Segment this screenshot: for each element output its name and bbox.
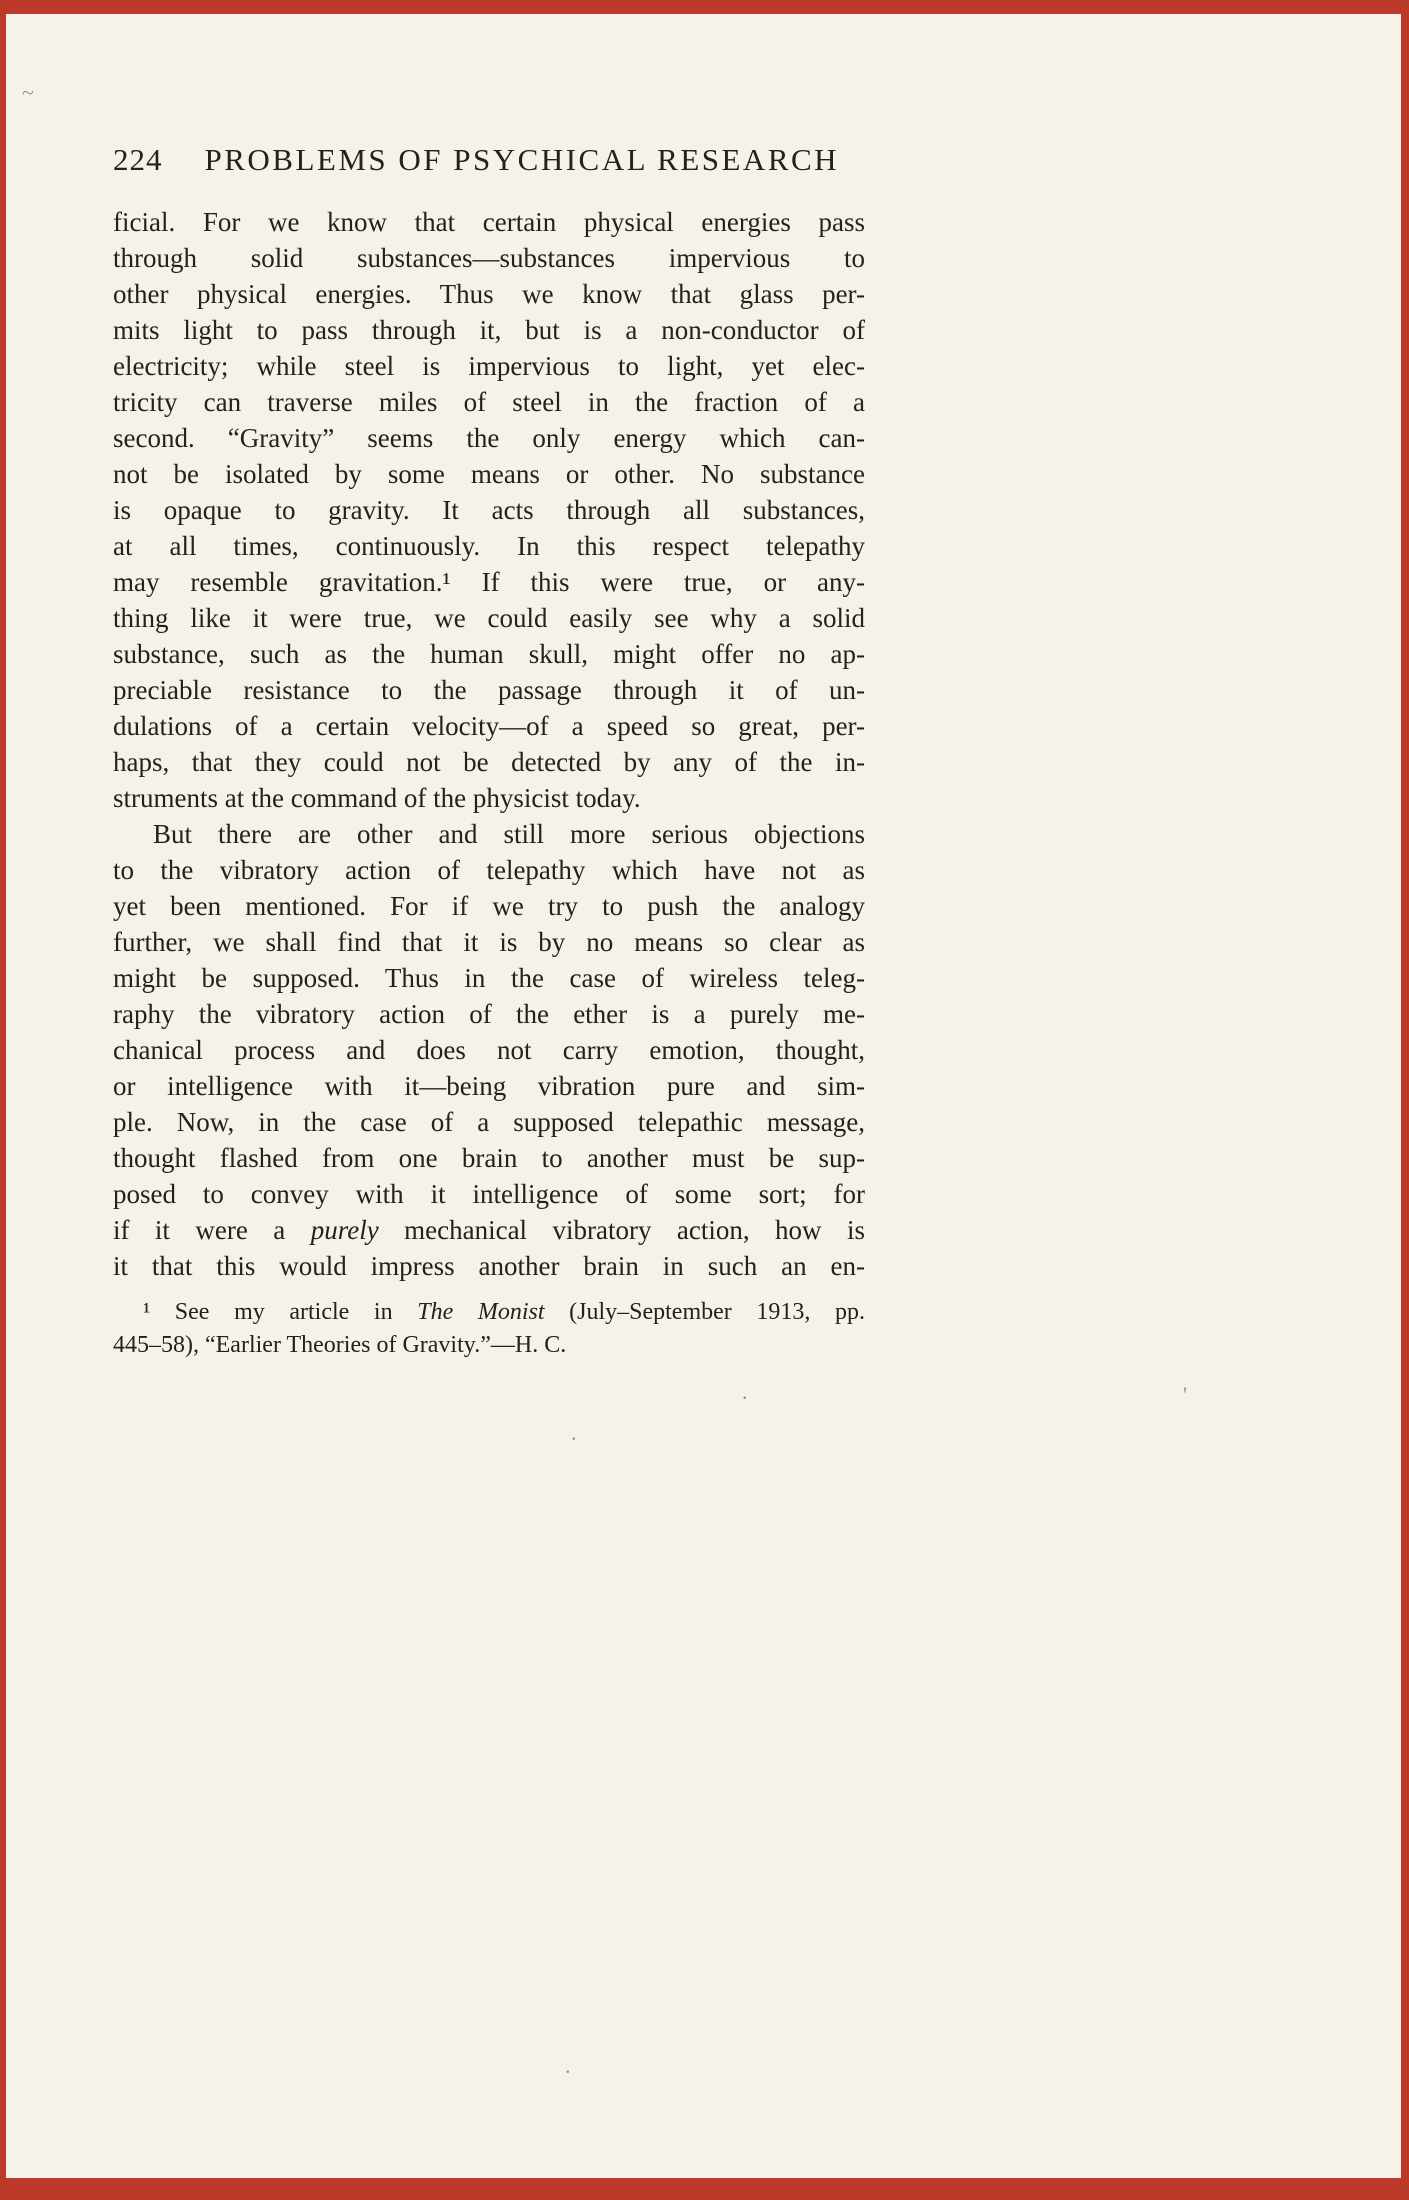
text-line bbox=[113, 960, 865, 996]
text-line bbox=[113, 708, 865, 744]
text-segment: chanical process and does not carry emotion, thought, bbox=[113, 1035, 865, 1065]
text-segment: further, we shall find that it is by no means so clear as bbox=[113, 927, 865, 957]
text-line bbox=[113, 744, 865, 780]
text-segment: not be isolated by some means or other. No substance bbox=[113, 459, 865, 489]
body-text bbox=[113, 204, 865, 1284]
text-line bbox=[113, 600, 865, 636]
text-segment: through solid substances—substances impervious to bbox=[113, 243, 865, 273]
text-line bbox=[113, 816, 865, 852]
text-segment: dulations of a certain velocity—of a speed so great, per- bbox=[113, 711, 865, 741]
page-content bbox=[113, 142, 865, 1362]
text-line bbox=[113, 1068, 865, 1104]
text-segment: mechanical vibratory action, how is bbox=[378, 1215, 866, 1245]
text-line bbox=[113, 636, 865, 672]
text-segment: if it were a bbox=[113, 1215, 311, 1245]
text-segment: electricity; while steel is impervious to light, yet elec- bbox=[113, 351, 865, 381]
text-line bbox=[113, 240, 865, 276]
text-line bbox=[113, 924, 865, 960]
text-line bbox=[113, 1104, 865, 1140]
text-line bbox=[113, 1248, 865, 1284]
text-line bbox=[113, 528, 865, 564]
running-title: PROBLEMS OF PSYCHICAL RESEARCH bbox=[204, 142, 840, 177]
italic-text: The Monist bbox=[417, 1299, 545, 1325]
text-segment: thought flashed from one brain to another must be sup- bbox=[113, 1143, 865, 1173]
text-segment: ¹ See my article in bbox=[143, 1299, 418, 1325]
text-segment: may resemble gravitation.¹ If this were true, or any- bbox=[113, 567, 865, 597]
text-line bbox=[113, 1329, 865, 1362]
text-line bbox=[113, 384, 865, 420]
text-segment: second. “Gravity” seems the only energy which can- bbox=[113, 423, 865, 453]
text-line bbox=[113, 852, 865, 888]
text-line bbox=[113, 204, 865, 240]
text-segment: thing like it were true, we could easily see why a solid bbox=[113, 603, 865, 633]
text-line bbox=[113, 1032, 865, 1068]
text-segment: tricity can traverse miles of steel in the fraction of a bbox=[113, 387, 865, 417]
text-line bbox=[113, 1140, 865, 1176]
text-line bbox=[113, 492, 865, 528]
scan-edge-left bbox=[0, 0, 6, 2200]
text-segment: preciable resistance to the passage through it of un- bbox=[113, 675, 865, 705]
text-segment: 445–58), “Earlier Theories of Gravity.”—H. C. bbox=[113, 1332, 567, 1358]
page-number: 224 bbox=[113, 142, 163, 177]
footnote bbox=[113, 1296, 865, 1362]
scan-edge-right bbox=[1401, 0, 1409, 2200]
text-segment: haps, that they could not be detected by any of the in- bbox=[113, 747, 865, 777]
text-segment: it that this would impress another brain in such an en- bbox=[113, 1251, 865, 1281]
text-line bbox=[113, 456, 865, 492]
scan-artifact: ' bbox=[1183, 1382, 1187, 1407]
text-segment: ficial. For we know that certain physical energies pass bbox=[113, 207, 865, 237]
scan-artifact: ~ bbox=[22, 80, 34, 105]
scan-edge-top bbox=[0, 0, 1409, 14]
text-line bbox=[113, 1212, 865, 1248]
text-segment: raphy the vibratory action of the ether is a purely me- bbox=[113, 999, 865, 1029]
text-line bbox=[113, 420, 865, 456]
text-segment: yet been mentioned. For if we try to push the analogy bbox=[113, 891, 865, 921]
text-segment: is opaque to gravity. It acts through all substances, bbox=[113, 495, 865, 525]
italic-text: purely bbox=[310, 1215, 379, 1245]
text-segment: ple. Now, in the case of a supposed telepathic message, bbox=[113, 1107, 865, 1137]
text-line bbox=[113, 348, 865, 384]
scan-artifact: . bbox=[571, 1420, 577, 1445]
text-line bbox=[113, 312, 865, 348]
paragraph bbox=[113, 816, 865, 1284]
text-segment: might be supposed. Thus in the case of wireless teleg- bbox=[113, 963, 865, 993]
text-line bbox=[113, 780, 865, 816]
text-segment: or intelligence with it—being vibration pure and sim- bbox=[113, 1071, 865, 1101]
text-segment: struments at the command of the physicist today. bbox=[113, 783, 641, 813]
paragraph bbox=[113, 204, 865, 816]
text-line bbox=[113, 564, 865, 600]
text-line bbox=[113, 276, 865, 312]
text-line bbox=[113, 1176, 865, 1212]
text-segment: posed to convey with it intelligence of some sort; for bbox=[113, 1179, 865, 1209]
text-segment: to the vibratory action of telepathy which have not as bbox=[113, 855, 865, 885]
text-segment: at all times, continuously. In this respect telepathy bbox=[113, 531, 865, 561]
text-segment: mits light to pass through it, but is a non-conductor of bbox=[113, 315, 865, 345]
text-line bbox=[113, 996, 865, 1032]
text-segment: (July–September 1913, pp. bbox=[544, 1299, 865, 1325]
scan-artifact: . bbox=[565, 2053, 571, 2078]
text-line bbox=[113, 672, 865, 708]
text-segment: But there are other and still more serious objections bbox=[153, 819, 865, 849]
text-line bbox=[113, 888, 865, 924]
scan-edge-bottom bbox=[0, 2178, 1409, 2200]
page-header bbox=[113, 142, 865, 178]
text-segment: other physical energies. Thus we know that glass per- bbox=[113, 279, 865, 309]
scan-artifact: . bbox=[742, 1379, 748, 1404]
text-line bbox=[113, 1296, 865, 1329]
text-segment: substance, such as the human skull, might offer no ap- bbox=[113, 639, 865, 669]
